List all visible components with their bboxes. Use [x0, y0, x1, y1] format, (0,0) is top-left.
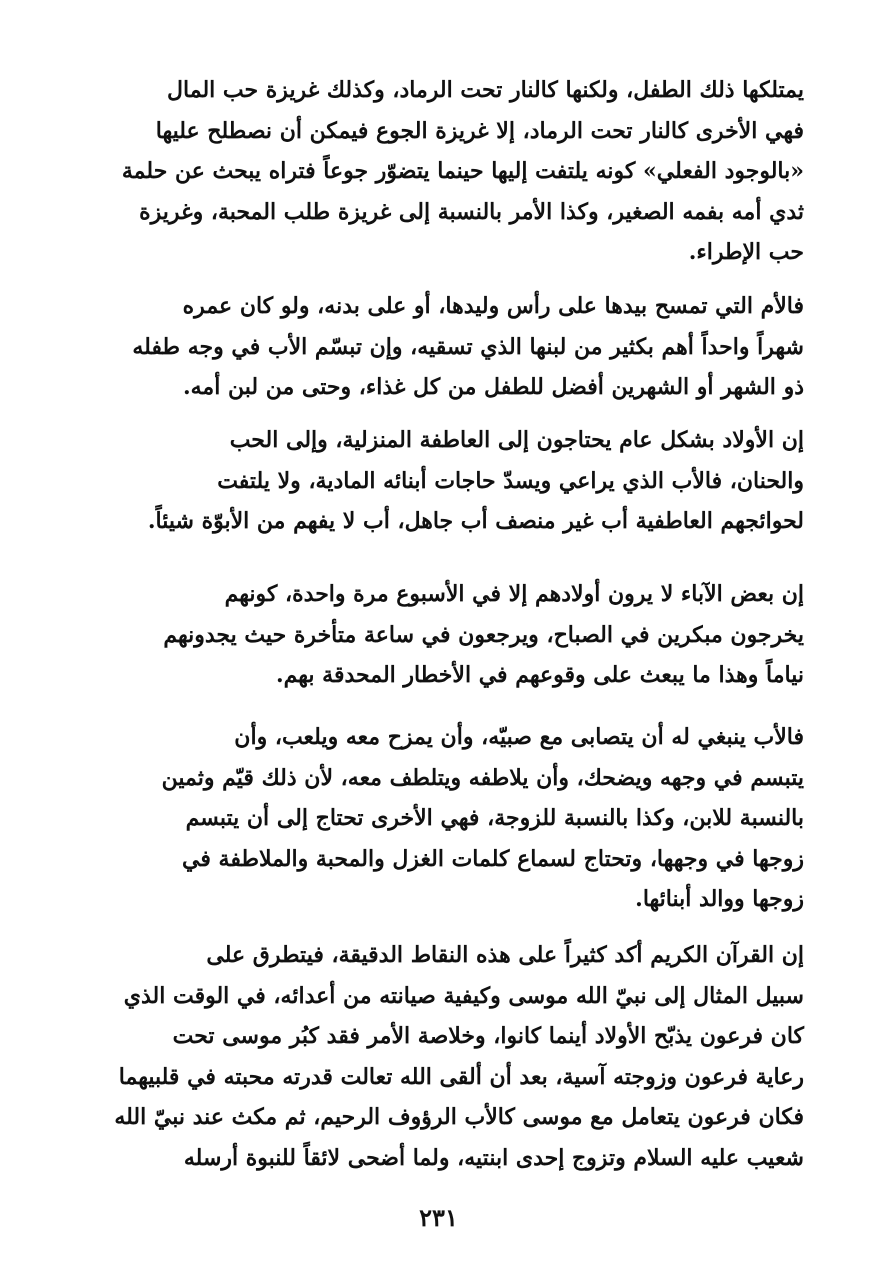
paragraph-text: فالأم التي تمسح بيدها على رأس وليدها، أو على بدنه، ولو كان عمره شهراً واحداً أهم بكثير من لبنها الذي تسقيه، وإن تبسّم الأب في وجه طفله ذو الشهر أو الشهرين أفضل للطفل من كل غذاء، وحتى من لبن أمه.	[132, 293, 804, 400]
paragraph-text: إن القرآن الكريم أكد كثيراً على هذه النقاط الدقيقة، فيتطرق على سبيل المثال إلى نبيّ الله موسى وكيفية صيانته من أعدائه، في الوقت الذي كان فرعون يذبّح الأولاد أينما كانوا، وخلاصة الأمر فقد كبُر موسى تحت رعاية فرعون وزوجته آسية، بعد أن ألقى الله تعالت قدرته محبته في قلبيهما فكان فرعون يتعامل مع موسى كالأب الرؤوف الرحيم، ثم مكث عند نبيّ الله شعيب عليه السلام وتزوج إحدى ابنتيه، ولما أضحى لائقاً للنبوة أرسله	[114, 942, 804, 1171]
paragraph-emotional-needs	[78, 420, 804, 542]
paragraph-mother-touch	[78, 286, 804, 408]
paragraph-text: فالأب ينبغي له أن يتصابى مع صبيّه، وأن يمزح معه ويلعب، وأن يتبسم في وجهه ويضحك، وأن يلاطفه ويتلطف معه، لأن ذلك قيّم وثمين بالنسبة للابن، وكذا بالنسبة للزوجة، فهي الأخرى تحتاج إلى أن يتبسم زوجها في وجهها، وتحتاج لسماع كلمات الغزل والمحبة والملاطفة في زوجها ووالد أبنائها.	[161, 724, 804, 912]
paragraph-text: يمتلكها ذلك الطفل، ولكنها كالنار تحت الرماد، وكذلك غريزة حب المال فهي الأخرى كالنار تحت الرماد، إلا غريزة الجوع فيمكن أن نصطلح عليها «بالوجود الفعلي» كونه يلتفت إليها حينما يتضوّر جوعاً فتراه يبحث عن حلمة ثدي أمه بفمه الصغير، وكذا الأمر بالنسبة إلى غريزة طلب المحبة، وغريزة حب الإطراء.	[121, 77, 804, 265]
paragraph-text: إن الأولاد بشكل عام يحتاجون إلى العاطفة المنزلية، وإلى الحب والحنان، فالأب الذي يراعي ويسدّ حاجات أبنائه المادية، ولا يلتفت لحوائجهم العاطفية أب غير منصف أب جاهل، أب لا يفهم من الأبوّة شيئاً.	[147, 427, 804, 534]
paragraph-text: إن بعض الآباء لا يرون أولادهم إلا في الأسبوع مرة واحدة، كونهم يخرجون مبكرين في الصباح، ويرجعون في ساعة متأخرة حيث يجدونهم نياماً وهذا ما يبعث على وقوعهم في الأخطار المحدقة بهم.	[163, 581, 804, 688]
paragraph-absent-fathers	[78, 574, 804, 696]
paragraph-quran-moses	[78, 935, 804, 1178]
paragraph-father-play	[78, 717, 804, 920]
paragraph-instincts	[78, 70, 804, 273]
page-number: ٢٣١	[419, 1203, 458, 1232]
